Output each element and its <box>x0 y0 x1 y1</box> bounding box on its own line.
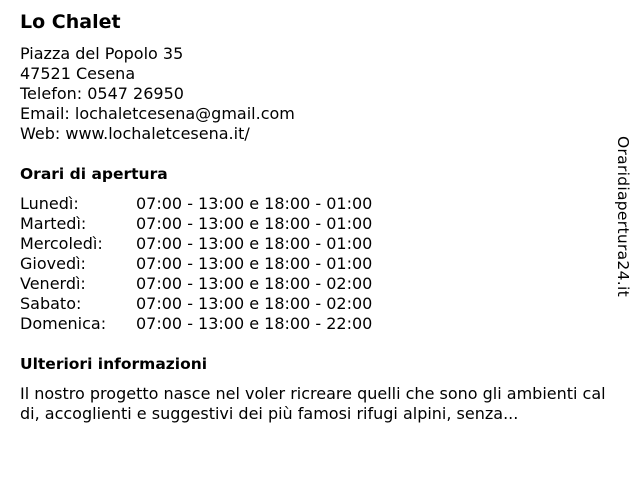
hours-row-wednesday <box>20 234 372 254</box>
day-label: Sabato: <box>20 294 82 313</box>
hours-row-friday <box>20 274 372 294</box>
day-hours: 07:00 - 13:00 e 18:00 - 01:00 <box>136 234 373 253</box>
hours-row-thursday <box>20 254 372 274</box>
day-label: Giovedì: <box>20 254 86 273</box>
address-street: Piazza del Popolo 35 <box>20 44 184 63</box>
day-label: Martedì: <box>20 214 87 233</box>
day-hours: 07:00 - 13:00 e 18:00 - 02:00 <box>136 294 373 313</box>
day-hours: 07:00 - 13:00 e 18:00 - 01:00 <box>136 254 373 273</box>
day-hours: 07:00 - 13:00 e 18:00 - 01:00 <box>136 194 373 213</box>
email-address: Email: lochaletcesena@gmail.com <box>20 104 295 123</box>
website: Web: www.lochaletcesena.it/ <box>20 124 250 143</box>
phone-number: Telefon: 0547 26950 <box>20 84 184 103</box>
day-label: Mercoledì: <box>20 234 103 253</box>
hours-row-tuesday <box>20 214 372 234</box>
watermark-text: Oraridiapertura24.it <box>614 136 632 297</box>
day-hours: 07:00 - 13:00 e 18:00 - 22:00 <box>136 314 373 333</box>
watermark <box>611 136 635 306</box>
day-hours: 07:00 - 13:00 e 18:00 - 01:00 <box>136 214 373 233</box>
hours-row-saturday <box>20 294 372 314</box>
opening-hours-table <box>20 194 372 334</box>
day-hours: 07:00 - 13:00 e 18:00 - 02:00 <box>136 274 373 293</box>
more-info-heading: Ulteriori informazioni <box>20 355 208 373</box>
opening-hours-heading: Orari di apertura <box>20 165 168 183</box>
day-label: Lunedì: <box>20 194 79 213</box>
hours-row-sunday <box>20 314 372 334</box>
address-city: 47521 Cesena <box>20 64 136 83</box>
day-label: Venerdì: <box>20 274 86 293</box>
day-label: Domenica: <box>20 314 107 333</box>
description-text: Il nostro progetto nasce nel voler ricreare quelli che sono gli ambienti caldi, accoglienti e suggestivi dei più famosi rifugi alpini, senza... <box>20 384 606 423</box>
contact-info <box>20 44 295 144</box>
hours-row-monday <box>20 194 372 214</box>
business-name: Lo Chalet <box>20 11 121 33</box>
